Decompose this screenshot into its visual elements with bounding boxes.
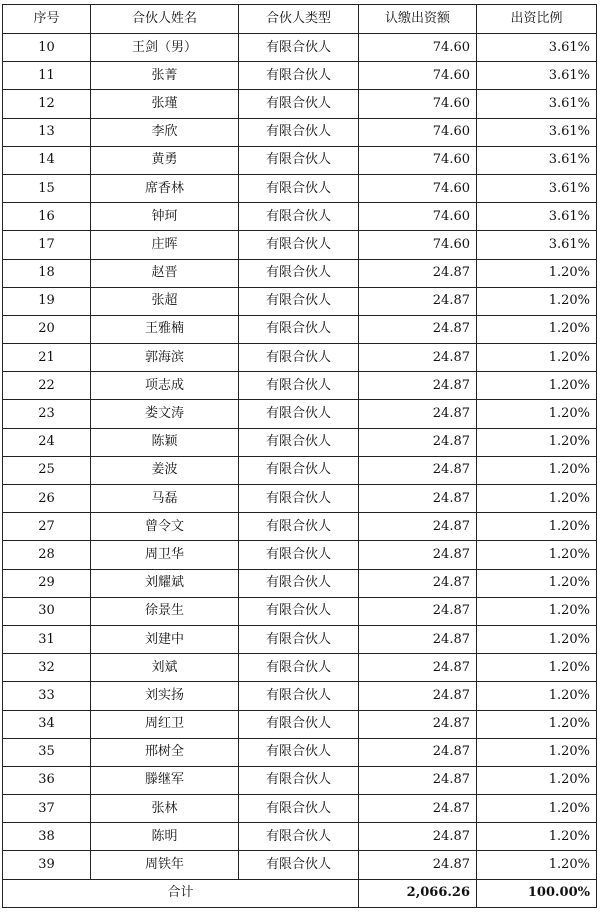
cell-ratio: 3.61% — [477, 146, 597, 174]
cell-ratio: 1.20% — [477, 569, 597, 597]
cell-ratio: 1.20% — [477, 710, 597, 738]
cell-ratio: 1.20% — [477, 597, 597, 625]
cell-amount: 74.60 — [359, 118, 477, 146]
cell-amount: 24.87 — [359, 344, 477, 372]
total-row — [3, 879, 597, 907]
cell-name: 娄文涛 — [91, 400, 239, 428]
table-row — [3, 146, 597, 174]
cell-ratio: 1.20% — [477, 682, 597, 710]
partner-table — [2, 4, 597, 908]
cell-no: 12 — [3, 90, 91, 118]
cell-name: 周铁年 — [91, 851, 239, 879]
cell-amount: 24.87 — [359, 513, 477, 541]
cell-name: 钟珂 — [91, 203, 239, 231]
cell-amount: 24.87 — [359, 400, 477, 428]
cell-name: 庄晖 — [91, 231, 239, 259]
cell-ratio: 1.20% — [477, 428, 597, 456]
cell-type: 有限合伙人 — [239, 62, 359, 90]
cell-no: 22 — [3, 372, 91, 400]
cell-ratio: 1.20% — [477, 287, 597, 315]
cell-name: 陈明 — [91, 823, 239, 851]
cell-ratio: 1.20% — [477, 541, 597, 569]
cell-ratio: 1.20% — [477, 456, 597, 484]
cell-amount: 24.87 — [359, 569, 477, 597]
cell-no: 37 — [3, 795, 91, 823]
cell-no: 30 — [3, 597, 91, 625]
cell-no: 31 — [3, 625, 91, 653]
header-name: 合伙人姓名 — [91, 5, 239, 34]
cell-name: 王雅楠 — [91, 315, 239, 343]
cell-amount: 74.60 — [359, 146, 477, 174]
table-row — [3, 738, 597, 766]
cell-type: 有限合伙人 — [239, 428, 359, 456]
table-row — [3, 766, 597, 794]
cell-no: 14 — [3, 146, 91, 174]
cell-amount: 24.87 — [359, 287, 477, 315]
cell-type: 有限合伙人 — [239, 795, 359, 823]
cell-name: 李欣 — [91, 118, 239, 146]
cell-name: 曾令文 — [91, 513, 239, 541]
cell-name: 席香林 — [91, 174, 239, 202]
header-type: 合伙人类型 — [239, 5, 359, 34]
cell-type: 有限合伙人 — [239, 513, 359, 541]
cell-ratio: 1.20% — [477, 625, 597, 653]
cell-type: 有限合伙人 — [239, 851, 359, 879]
table-row — [3, 625, 597, 653]
cell-type: 有限合伙人 — [239, 372, 359, 400]
cell-no: 17 — [3, 231, 91, 259]
table-row — [3, 372, 597, 400]
cell-no: 39 — [3, 851, 91, 879]
cell-type: 有限合伙人 — [239, 823, 359, 851]
table-row — [3, 710, 597, 738]
table-row — [3, 118, 597, 146]
table-row — [3, 428, 597, 456]
table-row — [3, 315, 597, 343]
cell-no: 23 — [3, 400, 91, 428]
cell-name: 邢树全 — [91, 738, 239, 766]
cell-ratio: 3.61% — [477, 34, 597, 62]
cell-type: 有限合伙人 — [239, 485, 359, 513]
table-row — [3, 344, 597, 372]
cell-ratio: 3.61% — [477, 203, 597, 231]
cell-type: 有限合伙人 — [239, 203, 359, 231]
cell-ratio: 1.20% — [477, 372, 597, 400]
table-row — [3, 541, 597, 569]
cell-name: 张瑾 — [91, 90, 239, 118]
table-row — [3, 795, 597, 823]
cell-no: 24 — [3, 428, 91, 456]
cell-type: 有限合伙人 — [239, 344, 359, 372]
cell-no: 28 — [3, 541, 91, 569]
cell-type: 有限合伙人 — [239, 146, 359, 174]
table-row — [3, 597, 597, 625]
cell-amount: 24.87 — [359, 428, 477, 456]
cell-amount: 74.60 — [359, 174, 477, 202]
cell-amount: 24.87 — [359, 625, 477, 653]
cell-type: 有限合伙人 — [239, 597, 359, 625]
cell-type: 有限合伙人 — [239, 287, 359, 315]
cell-name: 张超 — [91, 287, 239, 315]
cell-no: 10 — [3, 34, 91, 62]
cell-type: 有限合伙人 — [239, 569, 359, 597]
cell-ratio: 3.61% — [477, 90, 597, 118]
table-row — [3, 682, 597, 710]
cell-name: 姜波 — [91, 456, 239, 484]
cell-amount: 24.87 — [359, 738, 477, 766]
cell-ratio: 1.20% — [477, 766, 597, 794]
cell-ratio: 1.20% — [477, 513, 597, 541]
cell-no: 35 — [3, 738, 91, 766]
cell-ratio: 3.61% — [477, 118, 597, 146]
cell-ratio: 1.20% — [477, 400, 597, 428]
cell-type: 有限合伙人 — [239, 456, 359, 484]
cell-name: 刘建中 — [91, 625, 239, 653]
table-row — [3, 456, 597, 484]
cell-no: 27 — [3, 513, 91, 541]
cell-type: 有限合伙人 — [239, 231, 359, 259]
cell-amount: 24.87 — [359, 597, 477, 625]
table-row — [3, 485, 597, 513]
table-row — [3, 654, 597, 682]
cell-no: 26 — [3, 485, 91, 513]
cell-no: 34 — [3, 710, 91, 738]
cell-amount: 24.87 — [359, 456, 477, 484]
cell-no: 25 — [3, 456, 91, 484]
cell-type: 有限合伙人 — [239, 766, 359, 794]
total-label: 合计 — [3, 879, 359, 907]
cell-ratio: 3.61% — [477, 62, 597, 90]
cell-type: 有限合伙人 — [239, 34, 359, 62]
header-no: 序号 — [3, 5, 91, 34]
cell-name: 郭海滨 — [91, 344, 239, 372]
cell-name: 刘耀斌 — [91, 569, 239, 597]
cell-amount: 74.60 — [359, 231, 477, 259]
cell-no: 13 — [3, 118, 91, 146]
cell-name: 徐景生 — [91, 597, 239, 625]
table-row — [3, 851, 597, 879]
cell-name: 王剑（男） — [91, 34, 239, 62]
cell-name: 滕继军 — [91, 766, 239, 794]
cell-amount: 24.87 — [359, 541, 477, 569]
cell-amount: 24.87 — [359, 682, 477, 710]
cell-no: 21 — [3, 344, 91, 372]
cell-name: 周卫华 — [91, 541, 239, 569]
cell-type: 有限合伙人 — [239, 315, 359, 343]
table-row — [3, 203, 597, 231]
cell-type: 有限合伙人 — [239, 625, 359, 653]
cell-amount: 74.60 — [359, 90, 477, 118]
table-row — [3, 513, 597, 541]
cell-ratio: 1.20% — [477, 851, 597, 879]
header-ratio: 出资比例 — [477, 5, 597, 34]
table-row — [3, 823, 597, 851]
cell-ratio: 1.20% — [477, 795, 597, 823]
table-row — [3, 174, 597, 202]
cell-name: 赵晋 — [91, 259, 239, 287]
table-row — [3, 287, 597, 315]
header-amount: 认缴出资额 — [359, 5, 477, 34]
cell-no: 16 — [3, 203, 91, 231]
cell-ratio: 1.20% — [477, 344, 597, 372]
cell-amount: 24.87 — [359, 259, 477, 287]
cell-ratio: 1.20% — [477, 315, 597, 343]
cell-ratio: 1.20% — [477, 738, 597, 766]
table-row — [3, 62, 597, 90]
cell-no: 19 — [3, 287, 91, 315]
cell-amount: 24.87 — [359, 485, 477, 513]
cell-amount: 24.87 — [359, 851, 477, 879]
total-amount: 2,066.26 — [359, 879, 477, 907]
cell-type: 有限合伙人 — [239, 682, 359, 710]
cell-name: 项志成 — [91, 372, 239, 400]
cell-name: 陈颖 — [91, 428, 239, 456]
cell-no: 38 — [3, 823, 91, 851]
cell-amount: 24.87 — [359, 795, 477, 823]
cell-ratio: 3.61% — [477, 174, 597, 202]
cell-name: 马磊 — [91, 485, 239, 513]
cell-no: 18 — [3, 259, 91, 287]
cell-amount: 74.60 — [359, 203, 477, 231]
table-body — [3, 34, 597, 880]
table-row — [3, 231, 597, 259]
cell-type: 有限合伙人 — [239, 259, 359, 287]
table-row — [3, 34, 597, 62]
table-row — [3, 90, 597, 118]
cell-name: 张林 — [91, 795, 239, 823]
cell-name: 刘斌 — [91, 654, 239, 682]
cell-no: 29 — [3, 569, 91, 597]
cell-type: 有限合伙人 — [239, 541, 359, 569]
cell-no: 15 — [3, 174, 91, 202]
cell-amount: 74.60 — [359, 62, 477, 90]
cell-no: 36 — [3, 766, 91, 794]
cell-type: 有限合伙人 — [239, 400, 359, 428]
cell-no: 20 — [3, 315, 91, 343]
cell-name: 周红卫 — [91, 710, 239, 738]
table-row — [3, 569, 597, 597]
cell-type: 有限合伙人 — [239, 174, 359, 202]
cell-type: 有限合伙人 — [239, 118, 359, 146]
cell-type: 有限合伙人 — [239, 654, 359, 682]
cell-no: 33 — [3, 682, 91, 710]
table-row — [3, 259, 597, 287]
cell-type: 有限合伙人 — [239, 90, 359, 118]
cell-type: 有限合伙人 — [239, 738, 359, 766]
cell-amount: 24.87 — [359, 766, 477, 794]
cell-ratio: 3.61% — [477, 231, 597, 259]
cell-no: 11 — [3, 62, 91, 90]
cell-no: 32 — [3, 654, 91, 682]
cell-amount: 74.60 — [359, 34, 477, 62]
cell-amount: 24.87 — [359, 315, 477, 343]
cell-amount: 24.87 — [359, 372, 477, 400]
cell-amount: 24.87 — [359, 823, 477, 851]
cell-amount: 24.87 — [359, 654, 477, 682]
table-header-row — [3, 5, 597, 34]
cell-ratio: 1.20% — [477, 823, 597, 851]
cell-type: 有限合伙人 — [239, 710, 359, 738]
cell-name: 黄勇 — [91, 146, 239, 174]
cell-ratio: 1.20% — [477, 654, 597, 682]
cell-amount: 24.87 — [359, 710, 477, 738]
cell-ratio: 1.20% — [477, 485, 597, 513]
cell-name: 刘实扬 — [91, 682, 239, 710]
table-row — [3, 400, 597, 428]
total-ratio: 100.00% — [477, 879, 597, 907]
cell-ratio: 1.20% — [477, 259, 597, 287]
cell-name: 张菁 — [91, 62, 239, 90]
